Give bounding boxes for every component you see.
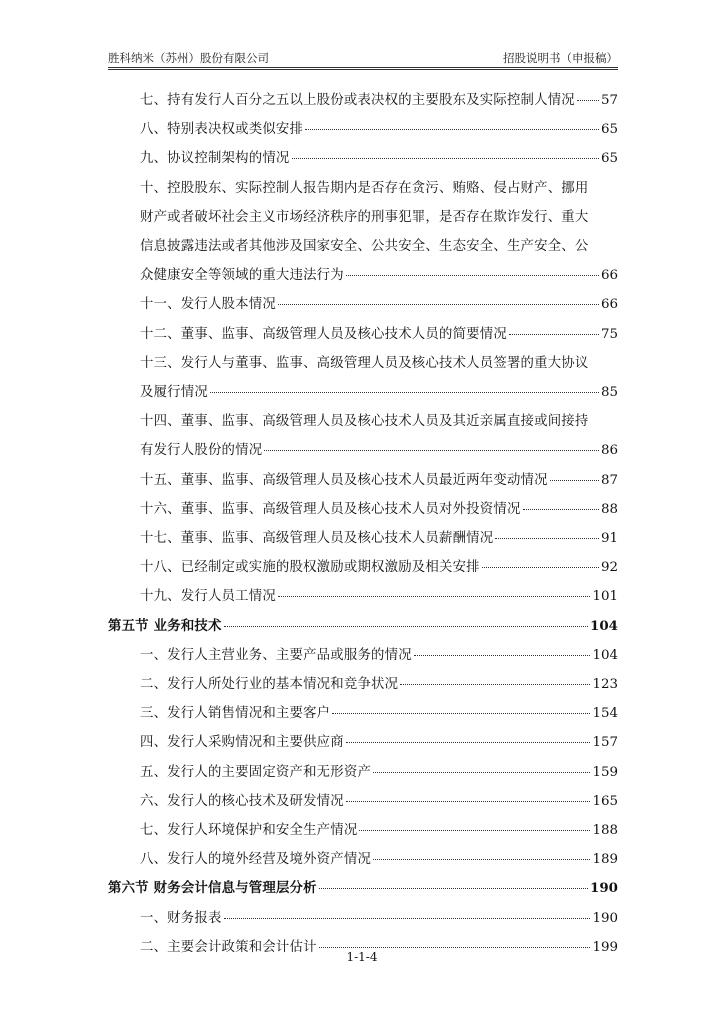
toc-entry[interactable] [140, 699, 618, 728]
dot-leader [359, 816, 590, 831]
toc-entry-text: 二、主要会计政策和会计估计 [140, 939, 317, 955]
toc-entry[interactable] [140, 115, 618, 144]
toc-page-number: 104 [592, 647, 618, 663]
toc-entry[interactable] [140, 728, 618, 757]
toc-entry-line [140, 232, 618, 261]
toc-entry-text: 十一、发行人股本情况 [140, 297, 276, 313]
header-company: 胜科纳米（苏州）股份有限公司 [108, 51, 269, 65]
toc-section-title: 第六节 财务会计信息与管理层分析 [108, 880, 317, 897]
dot-leader [224, 904, 591, 919]
toc-entry[interactable] [140, 378, 618, 407]
toc-entry-text: 十七、董事、监事、高级管理人员及核心技术人员薪酬情况 [140, 531, 494, 546]
toc-entry-text: 十六、董事、监事、高级管理人员及核心技术人员对外投资情况 [140, 501, 521, 517]
dot-leader [482, 553, 599, 568]
toc-page-number: 66 [600, 297, 618, 313]
toc-entry[interactable] [140, 144, 618, 173]
toc-entry-text: 及履行情况 [140, 385, 208, 400]
toc-entry[interactable] [140, 904, 618, 933]
toc-entry-text: 七、发行人环境保护和安全生产情况 [140, 823, 358, 838]
toc-page-number: 165 [592, 793, 618, 809]
toc-entry[interactable] [140, 261, 618, 290]
dot-leader [495, 524, 599, 539]
dot-leader [509, 320, 599, 335]
toc-page-number: 199 [592, 939, 618, 955]
toc-entry-text: 财产或者破坏社会主义市场经济秩序的刑事犯罪，是否存在欺诈发行、重大 [140, 209, 589, 225]
toc-entry[interactable] [140, 758, 618, 787]
toc-section-title: 第五节 业务和技术 [108, 617, 222, 634]
header-rule [108, 67, 618, 68]
toc-page-number: 87 [600, 472, 618, 488]
toc-entry[interactable] [140, 670, 618, 699]
toc-entry-text: 十五、董事、监事、高级管理人员及核心技术人员最近两年变动情况 [140, 472, 548, 488]
toc-entry-text: 一、财务报表 [140, 910, 222, 926]
dot-leader [319, 874, 588, 889]
dot-leader [278, 290, 599, 305]
toc-page-number: 65 [600, 122, 618, 138]
toc-page-number: 75 [600, 326, 618, 342]
toc-entry-text: 一、发行人主营业务、主要产品或服务的情况 [140, 647, 412, 663]
toc-entry-text: 八、发行人的境外经营及境外资产情况 [140, 852, 372, 868]
toc-entry-text: 四、发行人采购情况和主要供应商 [140, 735, 344, 751]
dot-leader [224, 612, 588, 627]
toc-page-number: 85 [600, 385, 618, 400]
dot-leader [332, 699, 590, 714]
dot-leader [210, 378, 599, 393]
toc-entry-line [140, 407, 618, 436]
toc-entry[interactable] [140, 86, 618, 115]
toc-page-number: 66 [600, 268, 618, 284]
toc-entry-text: 九、协议控制架构的情况 [140, 151, 290, 167]
toc-page-number: 101 [592, 589, 618, 605]
toc-entry-text: 信息披露违法或者其他涉及国家安全、公共安全、生态安全、生产安全、公 [140, 239, 589, 254]
header-rule-double [108, 69, 618, 70]
dot-leader [373, 845, 590, 860]
toc-page-number: 86 [600, 443, 618, 459]
toc-page-number: 154 [592, 706, 618, 722]
toc-entry[interactable] [140, 582, 618, 611]
toc-page-number: 159 [592, 764, 618, 780]
toc-page-number: 190 [590, 880, 618, 897]
toc-page-number: 189 [592, 852, 618, 868]
toc-entry-line [140, 349, 618, 378]
header-document-title: 招股说明书（申报稿） [503, 51, 618, 65]
toc-page-number: 190 [592, 910, 618, 926]
dot-leader [319, 933, 591, 948]
toc-entry-line [140, 203, 618, 232]
toc-entry[interactable] [140, 641, 618, 670]
toc-page-number: 123 [592, 677, 618, 692]
toc-entry[interactable] [140, 787, 618, 816]
toc-page-number: 91 [600, 531, 618, 546]
toc-page-number: 188 [592, 823, 618, 838]
toc-page-number: 88 [600, 501, 618, 517]
dot-leader [264, 436, 599, 451]
toc-section[interactable] [108, 874, 618, 903]
toc-entry-text: 二、发行人所处行业的基本情况和竞争状况 [140, 677, 399, 692]
dot-leader [346, 787, 591, 802]
toc-entry-text: 八、特别表决权或类似安排 [140, 122, 304, 138]
toc-section[interactable] [108, 612, 618, 641]
toc-entry-text: 十三、发行人与董事、监事、高级管理人员及核心技术人员签署的重大协议 [140, 355, 589, 371]
dot-leader [400, 670, 590, 685]
toc-page-number: 65 [600, 151, 618, 167]
toc-entry-text: 有发行人股份的情况 [140, 443, 263, 459]
page-number: 1-1-4 [346, 950, 378, 964]
toc-entry[interactable] [140, 845, 618, 874]
toc-entry-text: 十、控股股东、实际控制人报告期内是否存在贪污、贿赂、侵占财产、挪用 [140, 180, 589, 196]
toc-entry-line [140, 174, 618, 203]
dot-leader [292, 144, 599, 159]
toc-entry-text: 七、持有发行人百分之五以上股份或表决权的主要股东及实际控制人情况 [140, 93, 575, 108]
toc-entry-text: 十九、发行人员工情况 [140, 589, 276, 605]
toc-entry[interactable] [140, 524, 618, 553]
dot-leader [414, 641, 591, 656]
toc-entry-text: 三、发行人销售情况和主要客户 [140, 706, 331, 722]
toc-entry[interactable] [140, 436, 618, 465]
toc-page-number: 92 [600, 560, 618, 576]
dot-leader [305, 115, 599, 130]
toc-entry[interactable] [140, 320, 618, 349]
toc-page-number: 157 [592, 735, 618, 751]
toc-entry-text: 十八、已经制定或实施的股权激励或期权激励及相关安排 [140, 560, 480, 576]
dot-leader [373, 758, 590, 773]
dot-leader [278, 582, 591, 597]
dot-leader [577, 86, 599, 101]
dot-leader [523, 495, 599, 510]
toc-entry-text: 十四、董事、监事、高级管理人员及核心技术人员及其近亲属直接或间接持 [140, 414, 589, 430]
dot-leader [346, 728, 591, 743]
toc-entry[interactable] [140, 495, 618, 524]
toc-entry-text: 五、发行人的主要固定资产和无形资产 [140, 764, 372, 780]
toc-page-number: 57 [600, 93, 618, 108]
toc-entry-text: 十二、董事、监事、高级管理人员及核心技术人员的简要情况 [140, 326, 507, 342]
toc-entry[interactable] [140, 290, 618, 319]
dot-leader [550, 466, 599, 481]
toc-entry-text: 六、发行人的核心技术及研发情况 [140, 793, 344, 809]
toc-entry[interactable] [140, 816, 618, 845]
toc-page-number: 104 [590, 617, 618, 634]
dot-leader [346, 261, 599, 276]
page-header [108, 48, 618, 66]
toc-entry[interactable] [140, 466, 618, 495]
toc-entry[interactable] [140, 553, 618, 582]
toc-entry-text: 众健康安全等领域的重大违法行为 [140, 268, 344, 284]
